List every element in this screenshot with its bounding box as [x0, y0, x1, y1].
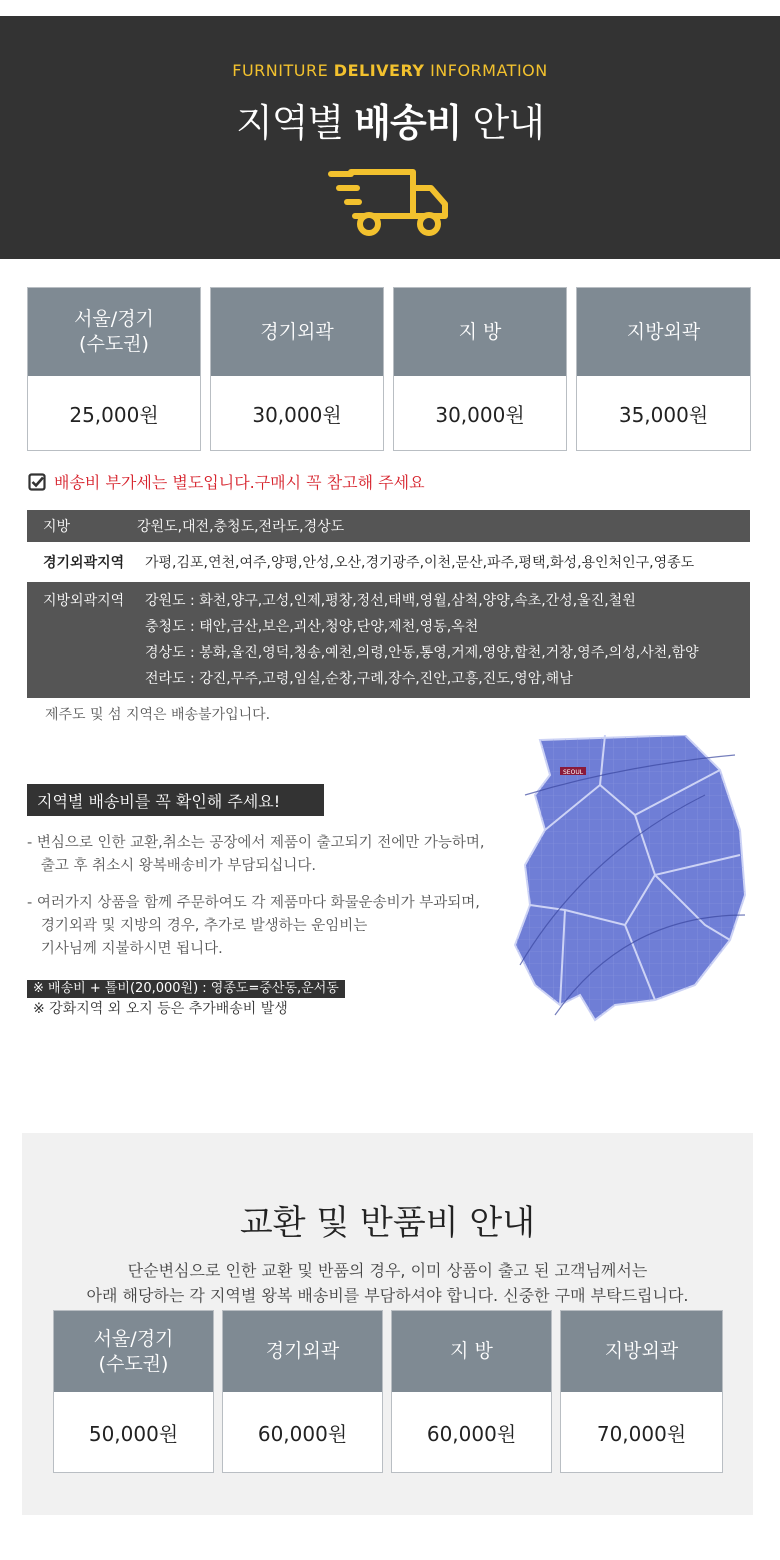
- vat-notice-text: 배송비 부가세는 별도입니다.구매시 꼭 참고해 주세요: [54, 473, 425, 492]
- region-value: 가평,김포,연천,여주,양평,안성,오산,경기광주,이천,문산,파주,평택,화성,용인처인구,영종도: [145, 555, 695, 571]
- checkbox-checked-icon: [28, 473, 46, 491]
- return-card-gyeonggi-outer: [222, 1310, 383, 1473]
- extra-fee-notice: ※ 강화지역 외 오지 등은 추가배송비 발생: [33, 1001, 288, 1017]
- fee-card-jibang-outer: [576, 287, 751, 451]
- desc-line: 기사님께 지불하시면 됩니다.: [27, 941, 223, 957]
- region-line: 경상도 : 봉화,울진,영덕,청송,예천,의령,안동,통영,거제,영양,합천,거창,영주,의성,사천,함양: [145, 645, 699, 661]
- page-title: 지역별 배송비 안내: [236, 101, 544, 145]
- desc-line: 경기외곽 및 지방의 경우, 추가로 발생하는 운임비는: [27, 918, 368, 934]
- desc-line: 아래 해당하는 각 지역별 왕복 배송비를 부담하셔야 합니다. 신중한 구매 부탁드립니다.: [86, 1286, 689, 1305]
- exchange-description: [22, 1258, 753, 1308]
- fee-price: 35,000원: [577, 376, 750, 450]
- fee-region: 지방외곽: [561, 1311, 722, 1392]
- region-row-jibang: [27, 510, 750, 542]
- freight-policy-text: [27, 892, 480, 961]
- fee-region: 지방외곽: [577, 288, 750, 376]
- fee-price: 70,000원: [561, 1392, 722, 1472]
- return-card-jibang: [391, 1310, 552, 1473]
- region-row-gyeonggi-outer: [27, 542, 750, 582]
- region-line: 전라도 : 강진,무주,고령,임실,순창,구례,장수,진안,고흥,진도,영암,해남: [145, 671, 573, 687]
- fee-region: 경기외곽: [223, 1311, 382, 1392]
- region-label: 지방외곽지역: [43, 593, 125, 609]
- fee-price: 60,000원: [223, 1392, 382, 1472]
- fee-price: 50,000원: [54, 1392, 213, 1472]
- map-seoul-label: SEOUL: [563, 769, 584, 776]
- korea-map-image: [505, 735, 750, 1035]
- fee-price: 60,000원: [392, 1392, 551, 1472]
- toll-notice: ※ 배송비 + 톨비(20,000원) : 영종도=중산동,운서동: [27, 980, 345, 998]
- exchange-return-section: [22, 1133, 753, 1515]
- return-card-seoul: [53, 1310, 214, 1473]
- exchange-policy-text: [27, 832, 485, 878]
- desc-line: - 여러가지 상품을 함께 주문하여도 각 제품마다 화물운송비가 부과되며,: [27, 895, 480, 911]
- fee-region: 지 방: [394, 288, 566, 376]
- delivery-truck-icon: [327, 166, 449, 238]
- region-label: 지방: [43, 519, 71, 535]
- fee-region: 서울/경기 (수도권): [54, 1311, 213, 1392]
- region-label: 경기외곽지역: [43, 555, 125, 571]
- fee-price: 30,000원: [211, 376, 383, 450]
- jeju-notice: 제주도 및 섬 지역은 배송불가입니다.: [45, 707, 271, 723]
- exchange-title: 교환 및 반품비 안내: [239, 1203, 536, 1243]
- fee-price: 30,000원: [394, 376, 566, 450]
- region-value: 강원도,대전,충청도,전라도,경상도: [137, 519, 345, 535]
- return-fee-grid: [53, 1310, 723, 1473]
- fee-card-seoul: [27, 287, 201, 451]
- region-value: [145, 588, 750, 698]
- header-banner: [0, 16, 780, 259]
- return-card-jibang-outer: [560, 1310, 723, 1473]
- fee-region: 서울/경기 (수도권): [28, 288, 200, 376]
- desc-line: - 변심으로 인한 교환,취소는 공장에서 제품이 출고되기 전에만 가능하며,: [27, 835, 485, 851]
- fee-price: 25,000원: [28, 376, 200, 450]
- fee-card-jibang: [393, 287, 567, 451]
- desc-line: 단순변심으로 인한 교환 및 반품의 경우, 이미 상품이 출고 된 고객님께서는: [127, 1261, 648, 1280]
- region-row-jibang-outer: [27, 582, 750, 698]
- vat-notice: [28, 470, 425, 493]
- region-line: 강원도 : 화천,양구,고성,인제,평창,정선,태백,영월,삼척,양양,속초,간성,울진,철원: [145, 593, 636, 609]
- fee-card-gyeonggi-outer: [210, 287, 384, 451]
- fee-region: 경기외곽: [211, 288, 383, 376]
- region-line: 충청도 : 태안,금산,보은,괴산,청양,단양,제천,영동,옥천: [145, 619, 479, 635]
- delivery-fee-grid: [27, 287, 751, 451]
- check-section-title: 지역별 배송비를 꼭 확인해 주세요!: [27, 784, 324, 816]
- header-subtitle: FURNITURE DELIVERY INFORMATION: [232, 61, 548, 80]
- region-table: [27, 510, 750, 698]
- desc-line: 출고 후 취소시 왕복배송비가 부담되십니다.: [27, 858, 316, 874]
- fee-region: 지 방: [392, 1311, 551, 1392]
